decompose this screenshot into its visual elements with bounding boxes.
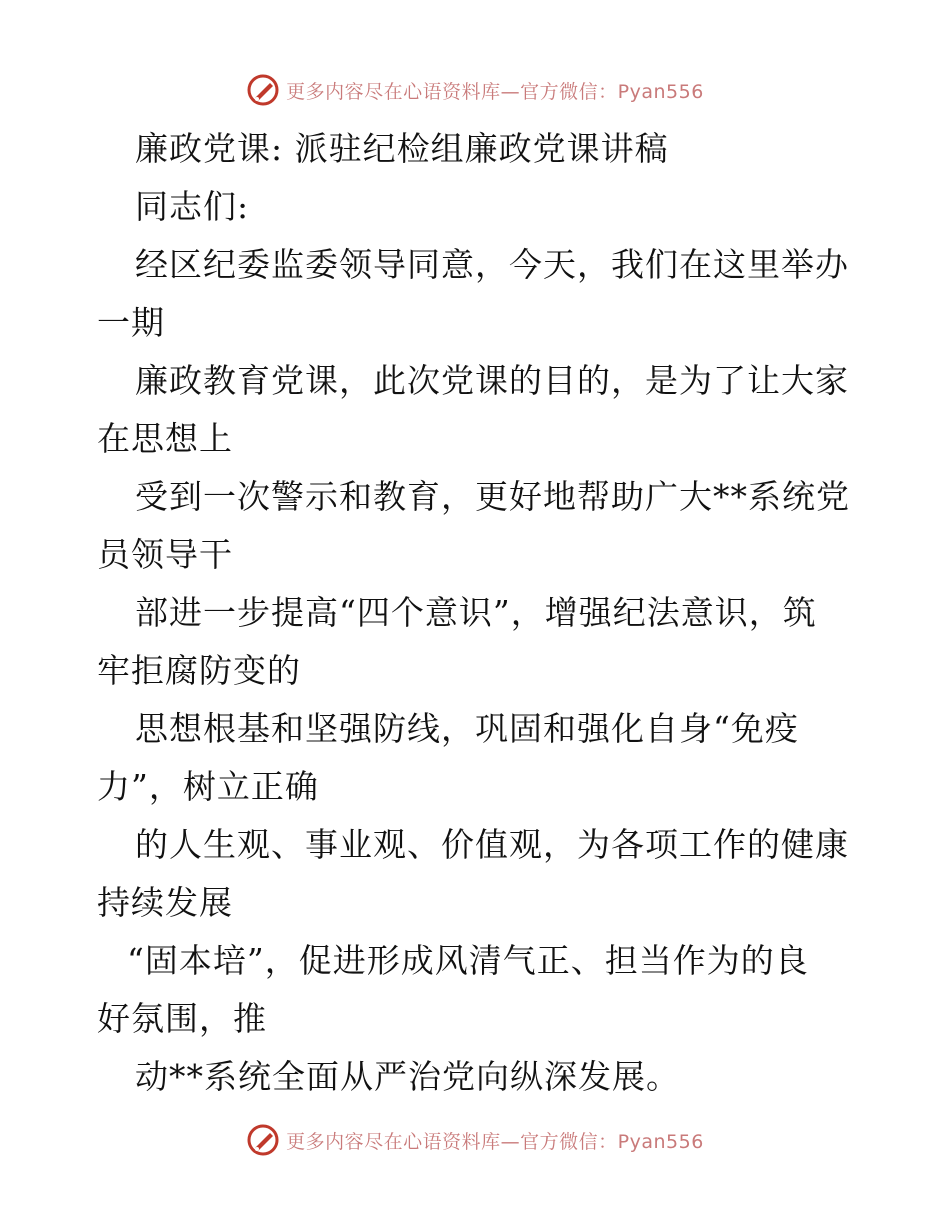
paragraph-line: 受到一次警示和教育，更好地帮助广大**系统党 (135, 477, 850, 516)
footer-banner (0, 1120, 950, 1160)
paragraph-line: 好氛围，推 (97, 999, 267, 1038)
paragraph-line: 一期 (97, 303, 165, 342)
paragraph-line: 持续发展 (97, 883, 233, 922)
footer-banner-text: 更多内容尽在心语资料库—官方微信：Pyan556 (286, 1130, 704, 1153)
paragraph-line: 廉政教育党课，此次党课的目的，是为了让大家 (135, 361, 849, 400)
header-banner-text: 更多内容尽在心语资料库—官方微信：Pyan556 (286, 80, 704, 103)
paragraph-line: “固本培”，促进形成风清气正、担当作为的良 (127, 941, 809, 980)
pen-nib-logo-icon (246, 1123, 280, 1157)
header-banner (0, 70, 950, 110)
document-title: 廉政党课: 派驻纪检组廉政党课讲稿 (135, 129, 669, 168)
paragraph-line: 部进一步提高“四个意识”，增强纪法意识，筑 (135, 593, 817, 632)
salutation: 同志们: (135, 187, 250, 226)
paragraph-line: 在思想上 (97, 419, 233, 458)
paragraph-line: 的人生观、事业观、价值观，为各项工作的健康 (135, 825, 849, 864)
paragraph-line: 员领导干 (97, 535, 233, 574)
pen-nib-logo-icon (246, 73, 280, 107)
paragraph-line: 动**系统全面从严治党向纵深发展。 (135, 1057, 680, 1096)
paragraph-line: 牢拒腐防变的 (97, 651, 301, 690)
paragraph-line: 经区纪委监委领导同意，今天，我们在这里举办 (135, 245, 849, 284)
paragraph-line: 思想根基和坚强防线，巩固和强化自身“免疫 (135, 709, 799, 748)
paragraph-line: 力”，树立正确 (97, 767, 319, 806)
document-body (97, 120, 857, 1106)
